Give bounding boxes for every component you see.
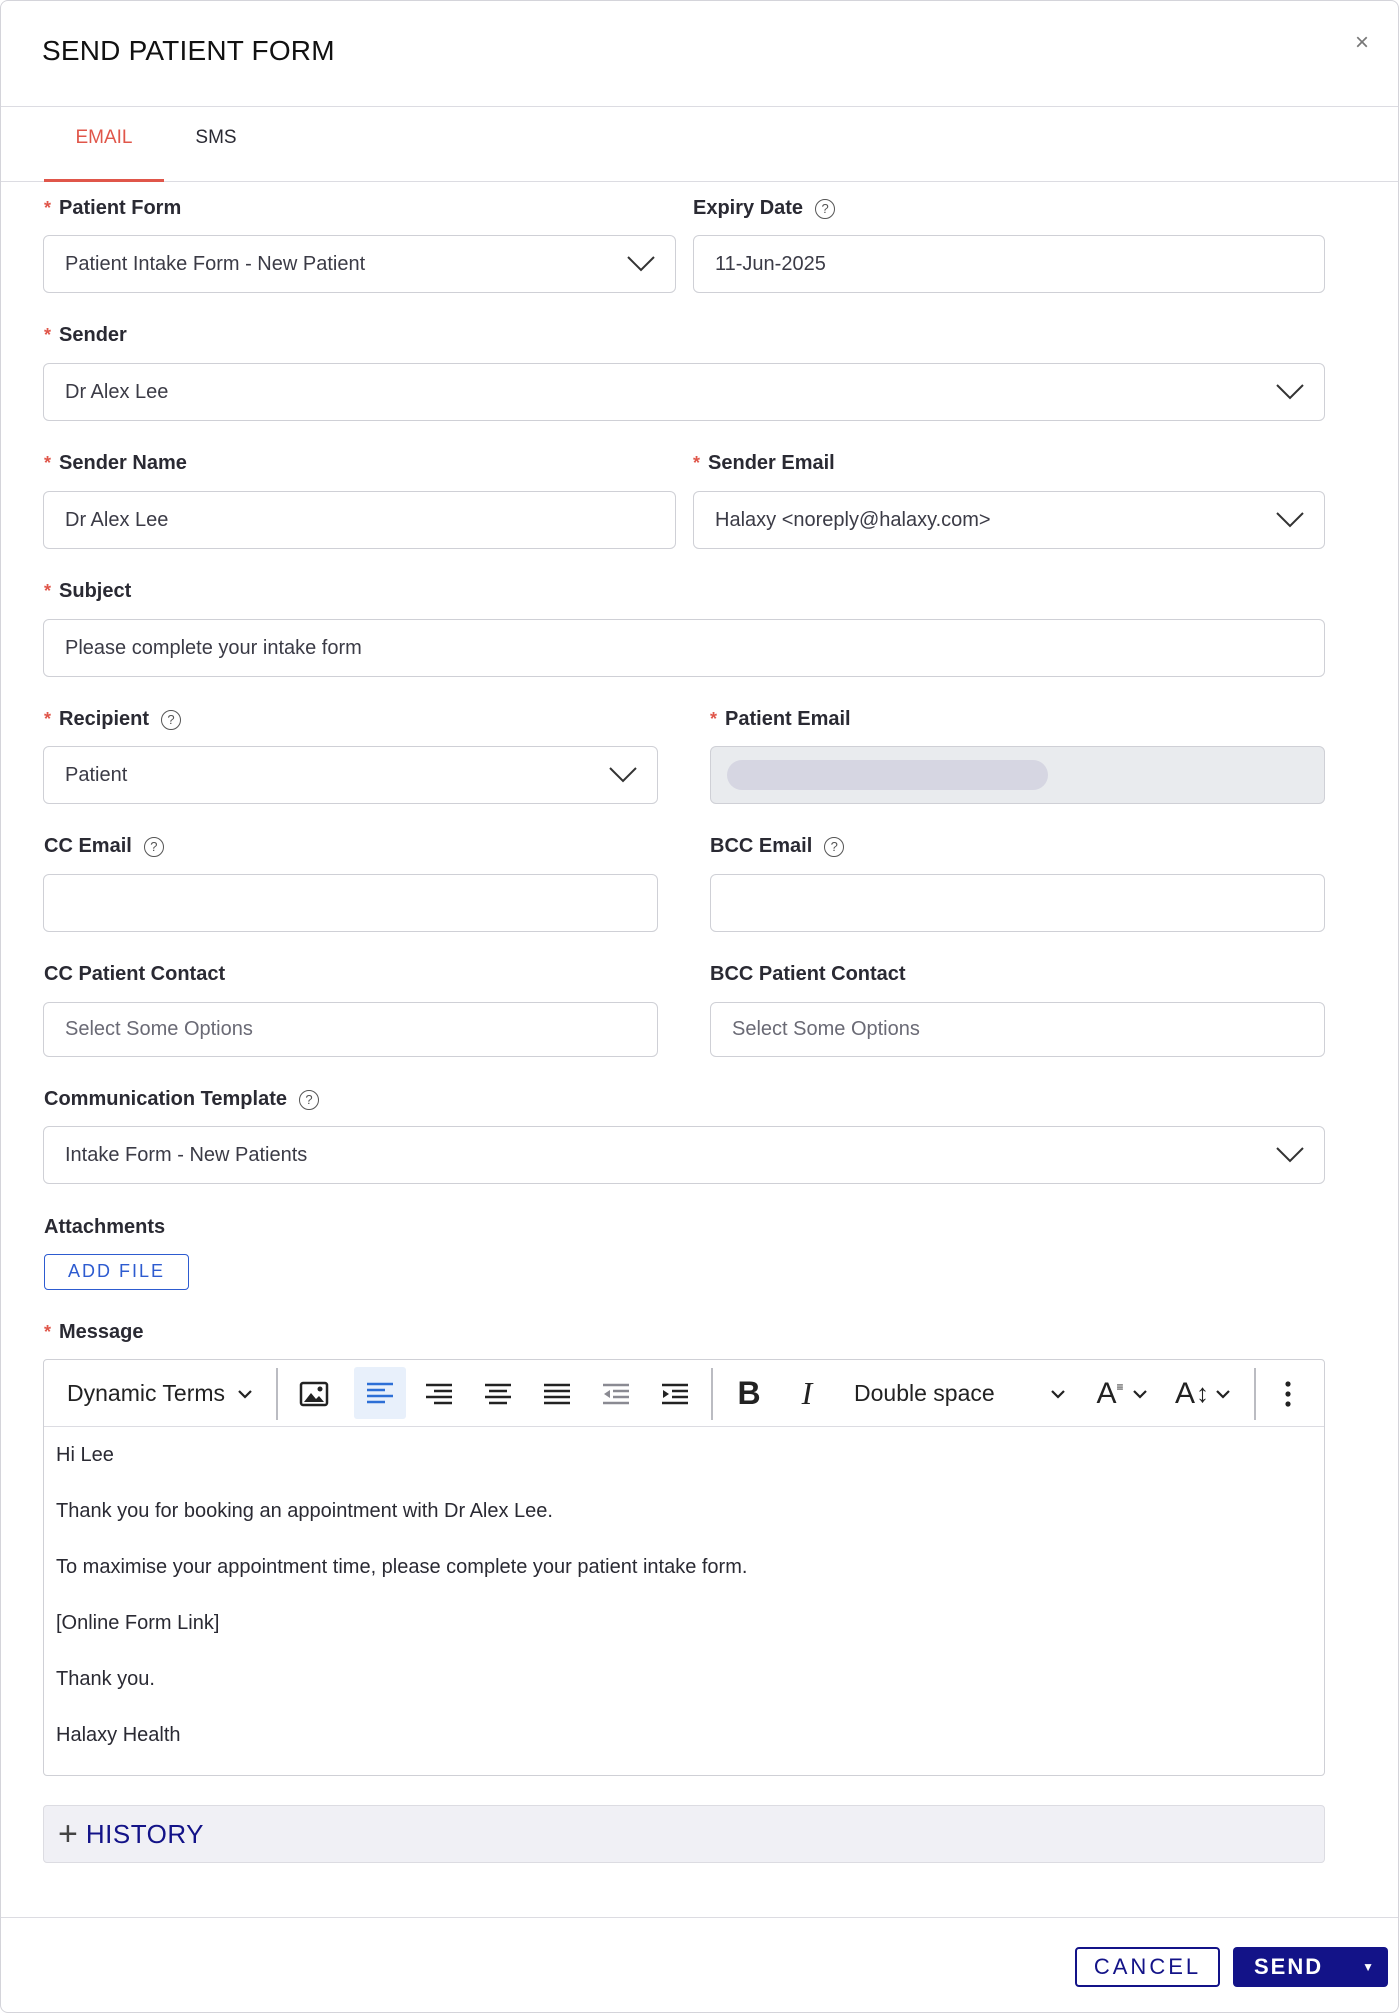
plus-icon: +	[58, 1815, 78, 1853]
indent-icon[interactable]	[650, 1360, 700, 1427]
tab-sms[interactable]: SMS	[195, 127, 237, 148]
question-circle-icon[interactable]: ?	[161, 710, 181, 730]
question-circle-icon[interactable]: ?	[824, 837, 844, 857]
history-expander[interactable]	[43, 1805, 1325, 1863]
outdent-icon[interactable]	[591, 1360, 641, 1427]
chevron-down-icon	[1276, 384, 1304, 400]
dialog-header	[1, 1, 1398, 107]
chevron-down-icon	[237, 1389, 253, 1399]
required-asterisk: *	[710, 709, 718, 729]
tab-bar	[1, 107, 1398, 182]
font-size-dropdown-icon[interactable]: A ↕	[1168, 1360, 1238, 1427]
align-justify-icon[interactable]	[532, 1360, 582, 1427]
patient-email-field	[710, 746, 1325, 804]
question-circle-icon[interactable]: ?	[815, 199, 835, 219]
recipient-select[interactable]: Patient	[43, 746, 658, 804]
editor-toolbar	[44, 1360, 1324, 1427]
tab-email[interactable]: EMAIL	[44, 107, 164, 182]
message-line: To maximise your appointment time, please complete your patient intake form.	[56, 1556, 748, 1578]
bcc-email-label: BCC Email ?	[710, 835, 844, 858]
text-format-dropdown-icon[interactable]: A ≡	[1088, 1360, 1156, 1427]
cc-email-input[interactable]	[43, 874, 658, 932]
chevron-down-icon	[1276, 1147, 1304, 1163]
communication-template-label: Communication Template ?	[44, 1088, 319, 1111]
italic-icon[interactable]: I	[801, 1375, 813, 1411]
chevron-down-icon	[1132, 1389, 1148, 1399]
chevron-down-icon	[609, 767, 637, 783]
redacted-email-placeholder	[727, 760, 1048, 790]
attachments-label: Attachments	[44, 1216, 166, 1238]
align-left-icon[interactable]	[354, 1367, 406, 1419]
more-options-icon[interactable]	[1266, 1360, 1310, 1427]
bcc-patient-contact-select[interactable]: Select Some Options	[710, 1002, 1325, 1057]
cc-email-label: CC Email ?	[44, 835, 164, 858]
sender-select[interactable]: Dr Alex Lee	[43, 363, 1325, 421]
toolbar-divider	[1254, 1368, 1256, 1420]
expiry-date-field[interactable]: 11-Jun-2025	[693, 235, 1325, 293]
cc-patient-contact-label: CC Patient Contact	[44, 963, 226, 985]
footer-divider	[1, 1917, 1398, 1918]
patient-form-label: * Patient Form	[44, 197, 182, 219]
bcc-patient-contact-label: BCC Patient Contact	[710, 963, 906, 985]
cancel-button[interactable]: CANCEL	[1075, 1947, 1220, 1987]
required-asterisk: *	[44, 581, 52, 601]
sender-email-select[interactable]: Halaxy <noreply@halaxy.com>	[693, 491, 1325, 549]
message-line: [Online Form Link]	[56, 1612, 220, 1634]
chevron-down-icon	[1276, 512, 1304, 528]
insert-image-icon[interactable]	[290, 1360, 338, 1427]
bold-icon[interactable]: B	[737, 1375, 761, 1411]
message-line: Halaxy Health	[56, 1724, 181, 1746]
patient-email-label: * Patient Email	[710, 708, 851, 730]
toolbar-divider	[711, 1368, 713, 1420]
bcc-email-input[interactable]	[710, 874, 1325, 932]
sender-name-label: * Sender Name	[44, 452, 187, 474]
patient-form-select[interactable]: Patient Intake Form - New Patient	[43, 235, 676, 293]
message-label: * Message	[44, 1321, 144, 1343]
required-asterisk: *	[44, 709, 52, 729]
message-editor	[43, 1359, 1325, 1776]
cc-patient-contact-select[interactable]: Select Some Options	[43, 1002, 658, 1057]
question-circle-icon[interactable]: ?	[299, 1090, 319, 1110]
align-right-icon[interactable]	[414, 1360, 464, 1427]
align-center-icon[interactable]	[473, 1360, 523, 1427]
message-line: Thank you for booking an appointment with Dr Alex Lee.	[56, 1500, 553, 1522]
dialog-title: SEND PATIENT FORM	[42, 35, 335, 66]
message-body[interactable]	[56, 1440, 747, 1776]
chevron-down-icon	[627, 256, 655, 272]
dynamic-terms-dropdown[interactable]: Dynamic Terms	[54, 1360, 254, 1427]
required-asterisk: *	[693, 453, 701, 473]
required-asterisk: *	[44, 325, 52, 345]
communication-template-select[interactable]: Intake Form - New Patients	[43, 1126, 1325, 1184]
line-spacing-dropdown[interactable]: Double space	[842, 1360, 1072, 1427]
required-asterisk: *	[44, 198, 52, 218]
chevron-down-icon	[1050, 1389, 1066, 1399]
add-file-button[interactable]: ADD FILE	[44, 1254, 189, 1290]
subject-input[interactable]: Please complete your intake form	[43, 619, 1325, 677]
recipient-label: * Recipient ?	[44, 708, 181, 731]
chevron-down-icon	[1215, 1389, 1231, 1399]
expiry-date-label: Expiry Date ?	[693, 197, 835, 220]
caret-down-icon[interactable]: ▼	[1362, 1960, 1376, 1974]
subject-label: * Subject	[44, 580, 132, 602]
question-circle-icon[interactable]: ?	[144, 837, 164, 857]
required-asterisk: *	[44, 1322, 52, 1342]
message-line: Thank you.	[56, 1668, 155, 1690]
history-label: HISTORY	[85, 1818, 204, 1849]
sender-name-input[interactable]: Dr Alex Lee	[43, 491, 676, 549]
sender-label: * Sender	[44, 324, 127, 346]
sender-email-label: * Sender Email	[693, 452, 835, 474]
message-line: Hi Lee	[56, 1444, 114, 1466]
required-asterisk: *	[44, 453, 52, 473]
send-button-label: SEND	[1254, 1954, 1324, 1979]
close-icon[interactable]: ×	[1354, 29, 1369, 56]
toolbar-divider	[276, 1368, 278, 1420]
send-button[interactable]	[1233, 1947, 1388, 1987]
